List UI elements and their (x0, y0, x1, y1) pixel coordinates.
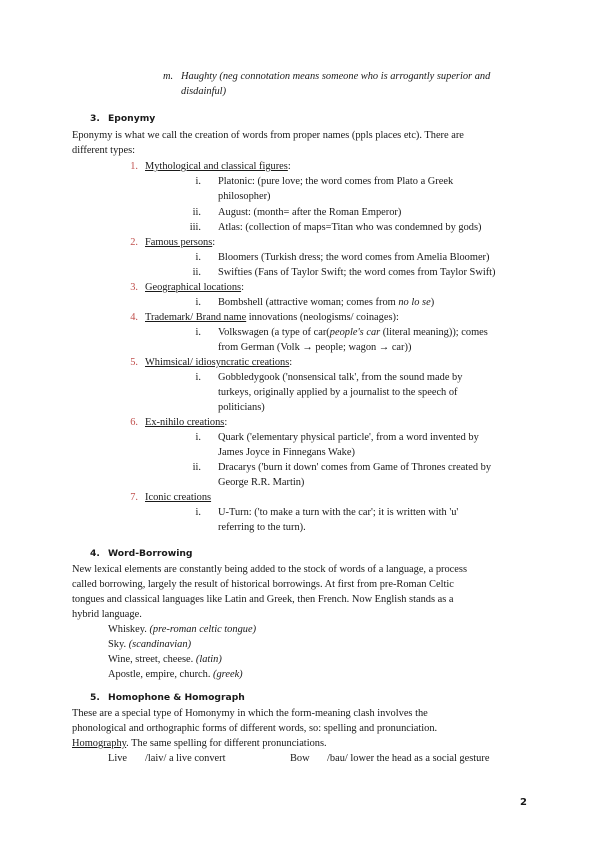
sub-item-text: from German (Volk → people; wagon → car)) (218, 342, 412, 353)
section-number: 5. (90, 692, 100, 703)
list-item-text: Haughty (neg connotation means someone who is arrogantly superior and (181, 71, 491, 82)
homography-definition: Homography. The same spelling for different pronunciations. (72, 738, 327, 749)
sub-item-text: politicians) (218, 402, 265, 413)
paragraph-line: tongues and classical languages like Latin and Greek, then French. Now English stands as a (72, 594, 454, 605)
paragraph-line: These are a special type of Homonymy in which the form-meaning clash involves the (72, 708, 428, 719)
section-heading: Eponymy (108, 113, 156, 124)
list-number: 2. (130, 237, 138, 248)
sub-item-text: Dracarys ('burn it down' comes from Game of Thrones created by (218, 462, 492, 473)
sub-item-text: Volkswagen (a type of car(people's car (literal meaning)); comes (218, 327, 488, 338)
category-label: Famous persons: (145, 237, 216, 248)
borrowing-example: Whiskey. (pre-roman celtic tongue) (108, 624, 257, 635)
sub-item-text: James Joyce in Finnegans Wake) (218, 447, 355, 458)
sub-item-text: referring to the turn). (218, 522, 306, 533)
sub-item-text: Atlas: (collection of maps=Titan who was condemned by gods) (218, 222, 482, 233)
example-pronunciation: /laiv/ a live convert (145, 753, 226, 764)
roman-numeral: i. (195, 432, 201, 443)
paragraph-line: different types: (72, 145, 135, 156)
roman-numeral: iii. (189, 222, 201, 233)
list-number: 4. (130, 312, 138, 323)
paragraph-line: hybrid language. (72, 609, 142, 620)
category-label: Iconic creations (145, 492, 212, 503)
sub-item-text: Swifties (Fans of Taylor Swift; the word comes from Taylor Swift) (218, 267, 496, 278)
borrowing-example: Sky. (scandinavian) (108, 639, 192, 650)
category-label: Geographical locations: (145, 282, 244, 293)
sub-item-text: Bombshell (attractive woman; comes from no lo se) (218, 297, 435, 308)
paragraph-line: New lexical elements are constantly being added to the stock of words of a language, a process (72, 564, 467, 575)
example-pronunciation: /bau/ lower the head as a social gesture (327, 753, 490, 764)
category-label: Whimsical/ idiosyncratic creations: (145, 357, 293, 368)
section-heading: Word-Borrowing (108, 548, 193, 559)
sub-item-text: U-Turn: ('to make a turn with the car'; it is written with 'u' (218, 507, 459, 518)
borrowing-example: Apostle, empire, church. (greek) (108, 669, 243, 680)
category-label: Trademark/ Brand name innovations (neologisms/ coinages): (145, 312, 399, 323)
roman-numeral: ii. (192, 462, 201, 473)
section-number: 4. (90, 548, 100, 559)
example-word: Bow (290, 753, 310, 764)
paragraph-line: called borrowing, largely the result of historical borrowings. At first from pre-Roman Celtic (72, 579, 454, 590)
sub-item-text: philosopher) (218, 191, 271, 202)
roman-numeral: i. (195, 176, 201, 187)
list-marker: m. (163, 71, 174, 82)
list-number: 1. (130, 161, 138, 172)
paragraph-line: Eponymy is what we call the creation of words from proper names (ppls places etc). There are (72, 130, 464, 141)
sub-item-text: George R.R. Martin) (218, 477, 305, 488)
borrowing-example: Wine, street, cheese. (latin) (108, 654, 222, 665)
sub-item-text: Bloomers (Turkish dress; the word comes from Amelia Bloomer) (218, 252, 490, 263)
sub-item-text: Platonic: (pure love; the word comes from Plato a Greek (218, 176, 454, 187)
page-number: 2 (520, 797, 527, 808)
roman-numeral: i. (195, 297, 201, 308)
list-number: 6. (130, 417, 138, 428)
list-number: 7. (130, 492, 138, 503)
roman-numeral: i. (195, 327, 201, 338)
sub-item-text: turkeys, originally applied by a journalist to the speech of (218, 387, 458, 398)
roman-numeral: i. (195, 252, 201, 263)
example-word: Live (108, 753, 128, 764)
sub-item-text: August: (month= after the Roman Emperor) (218, 207, 402, 218)
list-number: 5. (130, 357, 138, 368)
sub-item-text: Gobbledygook ('nonsensical talk', from the sound made by (218, 372, 463, 383)
roman-numeral: i. (195, 507, 201, 518)
list-number: 3. (130, 282, 138, 293)
roman-numeral: i. (195, 372, 201, 383)
roman-numeral: ii. (192, 267, 201, 278)
list-item-text: disdainful) (181, 86, 227, 97)
category-label: Mythological and classical figures: (145, 161, 291, 172)
category-label: Ex-nihilo creations: (145, 417, 228, 428)
section-heading: Homophone & Homograph (108, 692, 245, 703)
sub-item-text: Quark ('elementary physical particle', from a word invented by (218, 432, 479, 443)
paragraph-line: phonological and orthographic forms of different words, so: spelling and pronunciation. (72, 723, 438, 734)
roman-numeral: ii. (192, 207, 201, 218)
section-number: 3. (90, 113, 100, 124)
